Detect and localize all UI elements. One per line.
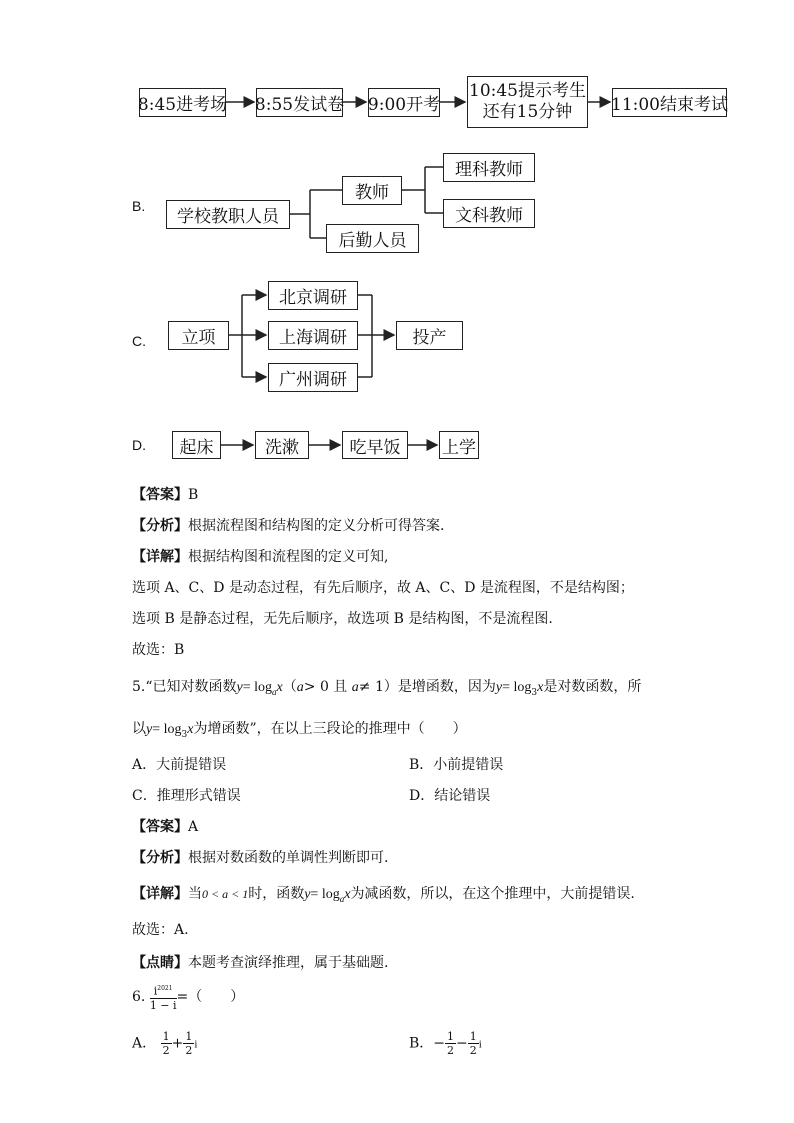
structure-arts-teacher: 文科教师 <box>443 199 535 228</box>
q6-b-frac-1: $\frac{1}{2}$ <box>447 1030 455 1057</box>
q5-detail-log: = log <box>310 887 340 902</box>
q5-math-y-2: y <box>495 680 503 695</box>
option-d-label: D. <box>132 437 146 453</box>
q5-answer-tag: 【答案】 <box>132 819 188 835</box>
q4-line-2: 选项 B 是静态过程，无先后顺序，故选项 B 是结构图，不是流程图. <box>132 611 553 627</box>
q5-stem-c: ）是增函数，因为 <box>383 679 496 695</box>
q5-comment <box>132 952 388 972</box>
q5-math-log-a: = log <box>242 680 273 695</box>
q4-answer <box>132 484 198 504</box>
q5-cond-3: a <box>351 680 359 695</box>
q5-stem-f: 为增函数”，在以上三段论的推理中（ ） <box>193 721 467 737</box>
flow-c-beijing: 北京调研 <box>268 281 358 310</box>
q5-stem-b: （ <box>282 679 297 695</box>
q5-choose: 故选：A. <box>132 922 189 938</box>
flow-a-step-4-line-1: 10:45提示考生 <box>469 81 586 101</box>
flow-a-step-5: 11:00结束考试 <box>612 88 727 117</box>
flow-c-start: 立项 <box>168 321 229 350</box>
q6-b-frac-2: $\frac{1}{2}$ <box>469 1030 477 1057</box>
q4-answer-value: B <box>188 487 199 503</box>
q5-option-a: A．大前提错误 <box>132 757 227 773</box>
flow-c-guangzhou: 广州调研 <box>268 363 358 392</box>
flow-a-step-4 <box>467 76 588 128</box>
q5-stem-d: 是对数函数，所 <box>543 679 642 695</box>
q6-numerator: $i^{2021}$ <box>150 982 177 999</box>
q5-math-sub-a: a <box>272 686 277 697</box>
q4-detail-text: 根据结构图和流程图的定义可知, <box>188 549 389 565</box>
q5-option-c: C．推理形式错误 <box>132 788 241 804</box>
q4-line-1: 选项 A、C、D 是动态过程，有先后顺序，故 A、C、D 是流程图，不是结构图； <box>132 580 634 596</box>
q5-analysis <box>132 847 388 867</box>
q5-math-y: y <box>236 680 243 695</box>
q5-stem-a: “已知对数函数 <box>145 679 237 695</box>
q6-b-minus-2: − <box>456 1035 468 1052</box>
q4-analysis-tag: 【分析】 <box>132 518 188 534</box>
q5-math-x: x <box>276 680 283 695</box>
q6-a-i: i <box>194 1038 198 1051</box>
flow-a-step-3: 9:00开考 <box>368 88 440 117</box>
q5-detail <box>132 883 635 904</box>
q5-cond-2: > 0 且 <box>303 679 352 695</box>
q6-option-a-label: A． <box>132 1035 157 1052</box>
q4-detail-tag: 【详解】 <box>132 549 188 565</box>
flow-c-end: 投产 <box>396 321 463 350</box>
q5-math-sub-3b: 3 <box>181 729 188 740</box>
q5-comment-tag: 【点睛】 <box>132 955 188 971</box>
q5-detail-x: x <box>344 887 351 902</box>
q5-detail-tag: 【详解】 <box>132 886 188 902</box>
option-c-label: C. <box>132 333 146 349</box>
q5-detail-cond: 0 < a < 1 <box>202 887 249 901</box>
q5-cond-4: ≠ 1 <box>358 679 384 695</box>
q6-option-a <box>132 1030 197 1057</box>
q5-math-x-2: x <box>537 680 544 695</box>
option-b-label: B. <box>132 198 146 214</box>
flow-a-step-4-line-2: 还有15分钟 <box>482 102 573 122</box>
flow-a-step-2: 8:55发试卷 <box>256 88 343 117</box>
structure-root: 学校教职人员 <box>166 200 290 229</box>
q5-option-d: D．结论错误 <box>409 788 491 804</box>
q6-option-b-label: B． <box>409 1035 434 1052</box>
q5-math-x-3: x <box>187 722 194 737</box>
q6-b-i: i <box>478 1038 482 1051</box>
q5-math-sub-3: 3 <box>531 687 538 698</box>
flow-a-step-1: 8:45进考场 <box>139 88 226 117</box>
q6-stem <box>132 982 244 1012</box>
q6-fraction <box>150 982 177 1012</box>
q6-tail: =（ ） <box>176 988 245 1005</box>
q5-math-log-3: = log <box>502 680 532 695</box>
q5-answer <box>132 816 198 836</box>
q5-detail-y: y <box>304 887 311 902</box>
q6-b-minus-1: − <box>433 1035 446 1052</box>
q4-analysis-text: 根据流程图和结构图的定义分析可得答案. <box>188 518 445 534</box>
q5-stem-e: 以 <box>132 721 146 737</box>
q5-cond-1: a <box>296 680 304 695</box>
q5-stem-line-1 <box>132 676 641 698</box>
q5-comment-text: 本题考查演绎推理，属于基础题. <box>188 955 389 971</box>
flow-d-step-2: 洗漱 <box>255 431 309 459</box>
q6-a-frac-2: $\frac{1}{2}$ <box>185 1030 193 1057</box>
q6-option-b <box>409 1030 482 1057</box>
q6-a-plus: + <box>171 1035 184 1052</box>
q5-answer-value: A <box>188 819 199 835</box>
structure-teacher: 教师 <box>342 176 402 205</box>
structure-science-teacher: 理科教师 <box>443 153 535 182</box>
q5-number: 5. <box>132 679 146 695</box>
flow-c-shanghai: 上海调研 <box>268 321 358 350</box>
q6-a-frac-1: $\frac{1}{2}$ <box>162 1030 170 1057</box>
q4-detail <box>132 546 388 566</box>
q5-math-y-3: y <box>146 722 153 737</box>
q5-option-b: B．小前提错误 <box>409 757 504 773</box>
q5-math-log-3b: = log <box>152 722 182 737</box>
flow-d-step-1: 起床 <box>172 431 221 459</box>
q5-detail-b: 时，函数 <box>248 886 305 902</box>
q4-analysis <box>132 515 444 535</box>
structure-logistics: 后勤人员 <box>326 224 419 253</box>
q5-analysis-text: 根据对数函数的单调性判断即可. <box>188 850 389 866</box>
q5-detail-a: 当 <box>188 886 202 902</box>
q6-number: 6. <box>132 988 146 1005</box>
q6-denominator: 1 − i <box>149 998 177 1012</box>
q5-stem-line-2 <box>132 718 467 740</box>
q5-detail-c: 为减函数，所以，在这个推理中，大前提错误. <box>350 886 635 902</box>
q4-choose: 故选：B <box>132 642 185 658</box>
q5-detail-sub: a <box>339 893 345 904</box>
flow-d-step-4: 上学 <box>439 431 479 459</box>
q4-answer-tag: 【答案】 <box>132 487 188 503</box>
flow-d-step-3: 吃早饭 <box>342 431 408 459</box>
q5-analysis-tag: 【分析】 <box>132 850 188 866</box>
